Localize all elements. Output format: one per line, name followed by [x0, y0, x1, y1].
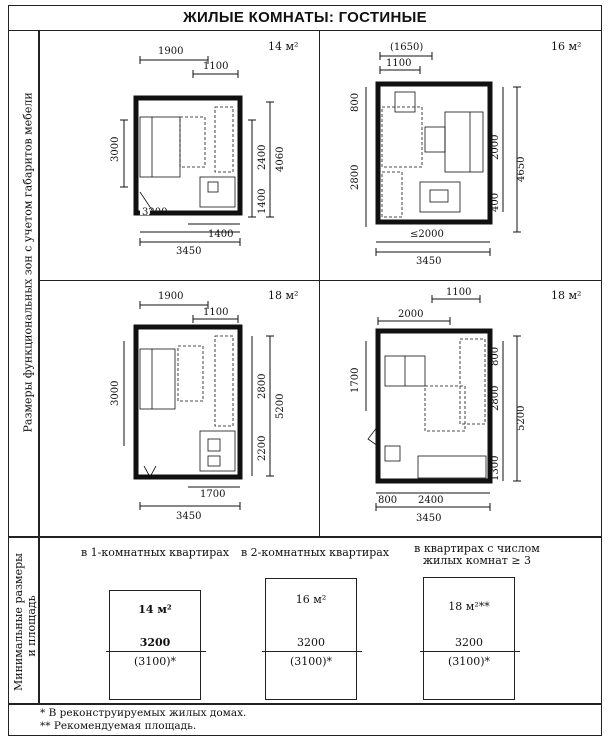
col-head-2room: в 2-комнатных квартирах [240, 546, 390, 559]
svg-text:1900: 1900 [158, 291, 184, 302]
plans-side-label: Размеры функциональных зон с учетом габаритов мебели [21, 92, 35, 433]
svg-text:1400: 1400 [257, 188, 268, 214]
svg-text:4650: 4650 [516, 156, 527, 182]
svg-text:400: 400 [490, 192, 501, 212]
svg-text:2800: 2800 [350, 164, 361, 190]
svg-text:3000: 3000 [110, 380, 121, 406]
svg-text:800: 800 [350, 92, 361, 112]
svg-text:1900: 1900 [158, 46, 184, 57]
floor-plan-18-a [40, 281, 318, 535]
svg-text:1100: 1100 [386, 58, 412, 69]
footnote-1: * В реконструируемых жилых домах. [40, 707, 247, 719]
svg-text:3450: 3450 [416, 256, 442, 267]
svg-text:5200: 5200 [275, 393, 286, 419]
section-divider [8, 536, 602, 538]
svg-text:1100: 1100 [203, 307, 229, 318]
svg-text:1700: 1700 [200, 489, 226, 500]
floor-plan-16 [320, 32, 601, 279]
svg-text:2800: 2800 [257, 373, 268, 399]
svg-text:3000: 3000 [110, 136, 121, 162]
svg-text:3450: 3450 [176, 511, 202, 522]
svg-text:2000: 2000 [490, 134, 501, 160]
svg-text:≤2000: ≤2000 [410, 229, 444, 240]
svg-text:1300: 1300 [490, 455, 501, 481]
svg-text:800: 800 [490, 346, 501, 366]
min-side-label: Минимальные размеры и площадь [12, 553, 38, 691]
svg-text:2400: 2400 [257, 144, 268, 170]
svg-text:2200: 2200 [257, 435, 268, 461]
svg-text:5200: 5200 [516, 405, 527, 431]
svg-text:(1650): (1650) [390, 42, 424, 53]
floor-plan-14 [40, 32, 318, 279]
svg-text:2000: 2000 [398, 309, 424, 320]
page-title: ЖИЛЫЕ КОМНАТЫ: ГОСТИНЫЕ [8, 5, 602, 31]
svg-text:4060: 4060 [275, 146, 286, 172]
footnote-2: ** Рекомендуемая площадь. [40, 720, 197, 732]
plan-4-area: 18 м² [551, 289, 582, 302]
plan-1-area: 14 м² [268, 40, 299, 53]
svg-text:2800: 2800 [490, 385, 501, 411]
plan-2-area: 16 м² [551, 40, 582, 53]
svg-text:1100: 1100 [446, 287, 472, 298]
svg-text:800: 800 [378, 495, 398, 506]
min-area-box-14: 14 м² 3200 (3100)* [109, 590, 201, 700]
floor-plan-18-b [320, 281, 601, 535]
svg-text:3200: 3200 [142, 207, 168, 218]
min-area-box-16: 16 м² 3200 (3100)* [265, 578, 357, 700]
footnote-divider [8, 703, 602, 705]
svg-text:1100: 1100 [203, 61, 229, 72]
svg-text:1700: 1700 [350, 367, 361, 393]
svg-text:3450: 3450 [416, 513, 442, 524]
svg-text:3450: 3450 [176, 246, 202, 257]
min-area-box-18: 18 м²** 3200 (3100)* [423, 577, 515, 700]
plan-3-area: 18 м² [268, 289, 299, 302]
svg-text:2400: 2400 [418, 495, 444, 506]
col-head-3room: в квартирах с числом жилых комнат ≥ 3 [414, 542, 540, 567]
col-head-1room: в 1-комнатных квартирах [80, 546, 230, 559]
svg-text:1400: 1400 [208, 229, 234, 240]
